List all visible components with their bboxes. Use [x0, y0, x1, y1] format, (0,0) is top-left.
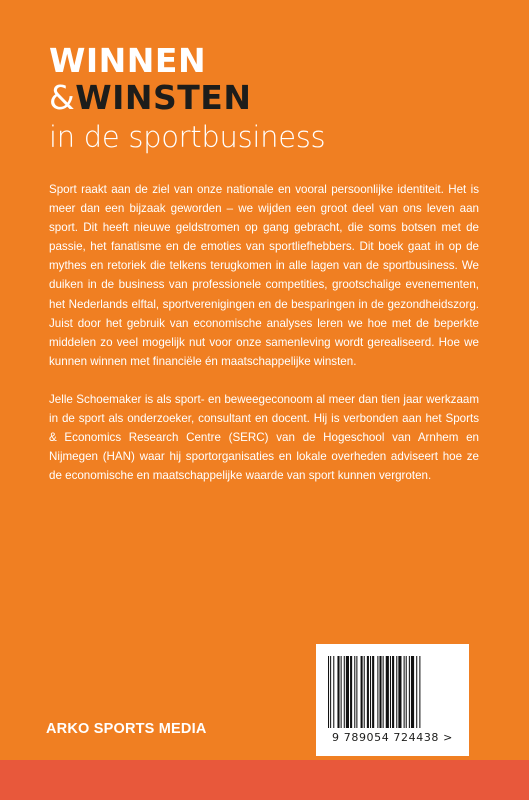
back-cover-text: [49, 180, 479, 485]
barcode-bar: [383, 656, 384, 728]
barcode-bar: [341, 656, 342, 728]
barcode-bar: [354, 656, 355, 728]
barcode-bar: [370, 656, 371, 728]
barcode-bar: [409, 656, 410, 728]
publisher-logo: ARKO SPORTS MEDIA: [46, 721, 207, 737]
book-title: [49, 42, 325, 158]
barcode-bar: [328, 656, 329, 728]
blurb-paragraph: Sport raakt aan de ziel van onze nationale en vooral persoonlijke identiteit. Het is meer dan een bijzaak geworden – we wijden een groot deel van ons leven aan sport. Dit heeft nieuwe geldstromen op gang gebracht, die soms botsen met de passie, het fanatisme en de emoties van sportliefhebbers. Dit boek gaat in op de mythes en retoriek die telkens terugkomen in alle lagen van de sportbusiness. We duiken in de business van professionele competities, grootschalige evenementen, het Nederlands elftal, sportverenigingen en de besparingen in de gezondheidszorg. Juist door het gebruik van economische analyses leren we hoe met de beperkte middelen zo veel mogelijk nut voor onze samenleving wordt gerealiseerd. Hoe we kunnen winnen met financiële én maatschappelijke winsten.: [49, 183, 479, 368]
barcode-bar: [406, 656, 407, 728]
barcode-bar: [392, 656, 394, 728]
bottom-color-band: [0, 760, 529, 800]
title-line-winnen: WINNEN: [49, 41, 207, 80]
barcode-bar: [346, 656, 349, 728]
barcode-bar: [411, 656, 414, 728]
barcode-bar: [419, 656, 420, 728]
barcode-bar: [377, 656, 378, 728]
barcode-bar: [337, 656, 339, 728]
barcode-bar: [396, 656, 397, 728]
title-line-winsten: [49, 80, 325, 116]
title-ampersand: &: [49, 78, 76, 117]
title-winsten-word: WINSTEN: [75, 78, 252, 117]
barcode-bar: [356, 656, 357, 728]
barcode-bar: [372, 656, 374, 728]
barcode-bar: [364, 656, 365, 728]
barcode-bar: [386, 656, 389, 728]
barcode-bar: [350, 656, 352, 728]
author-bio-paragraph: Jelle Schoemaker is als sport- en beweegeconoom al meer dan tien jaar werkzaam in de sport als onderzoeker, consultant en docent. Hij is verbonden aan het Sports & Economics Research Centre (SERC) van de Hogeschool van Arnhem en Nijmegen (HAN) waar hij sportorganisaties en lokale overheden adviseert hoe ze de economische en maatschappelijke waarde van sport kunnen vergroten.: [49, 392, 479, 483]
barcode-bar: [330, 656, 331, 728]
barcode-bar: [404, 656, 405, 728]
barcode: [316, 644, 469, 756]
barcode-bar: [367, 656, 369, 728]
isbn-number: 9 789054 724438 >: [332, 731, 453, 744]
title-subtitle: in de sportbusiness: [49, 120, 326, 154]
barcode-bars: [326, 656, 459, 728]
barcode-bar: [344, 656, 345, 728]
barcode-bar: [333, 656, 334, 728]
barcode-bar: [379, 656, 381, 728]
barcode-bar: [398, 656, 401, 728]
barcode-bar: [390, 656, 391, 728]
barcode-bar: [416, 656, 417, 728]
barcode-bar: [361, 656, 363, 728]
